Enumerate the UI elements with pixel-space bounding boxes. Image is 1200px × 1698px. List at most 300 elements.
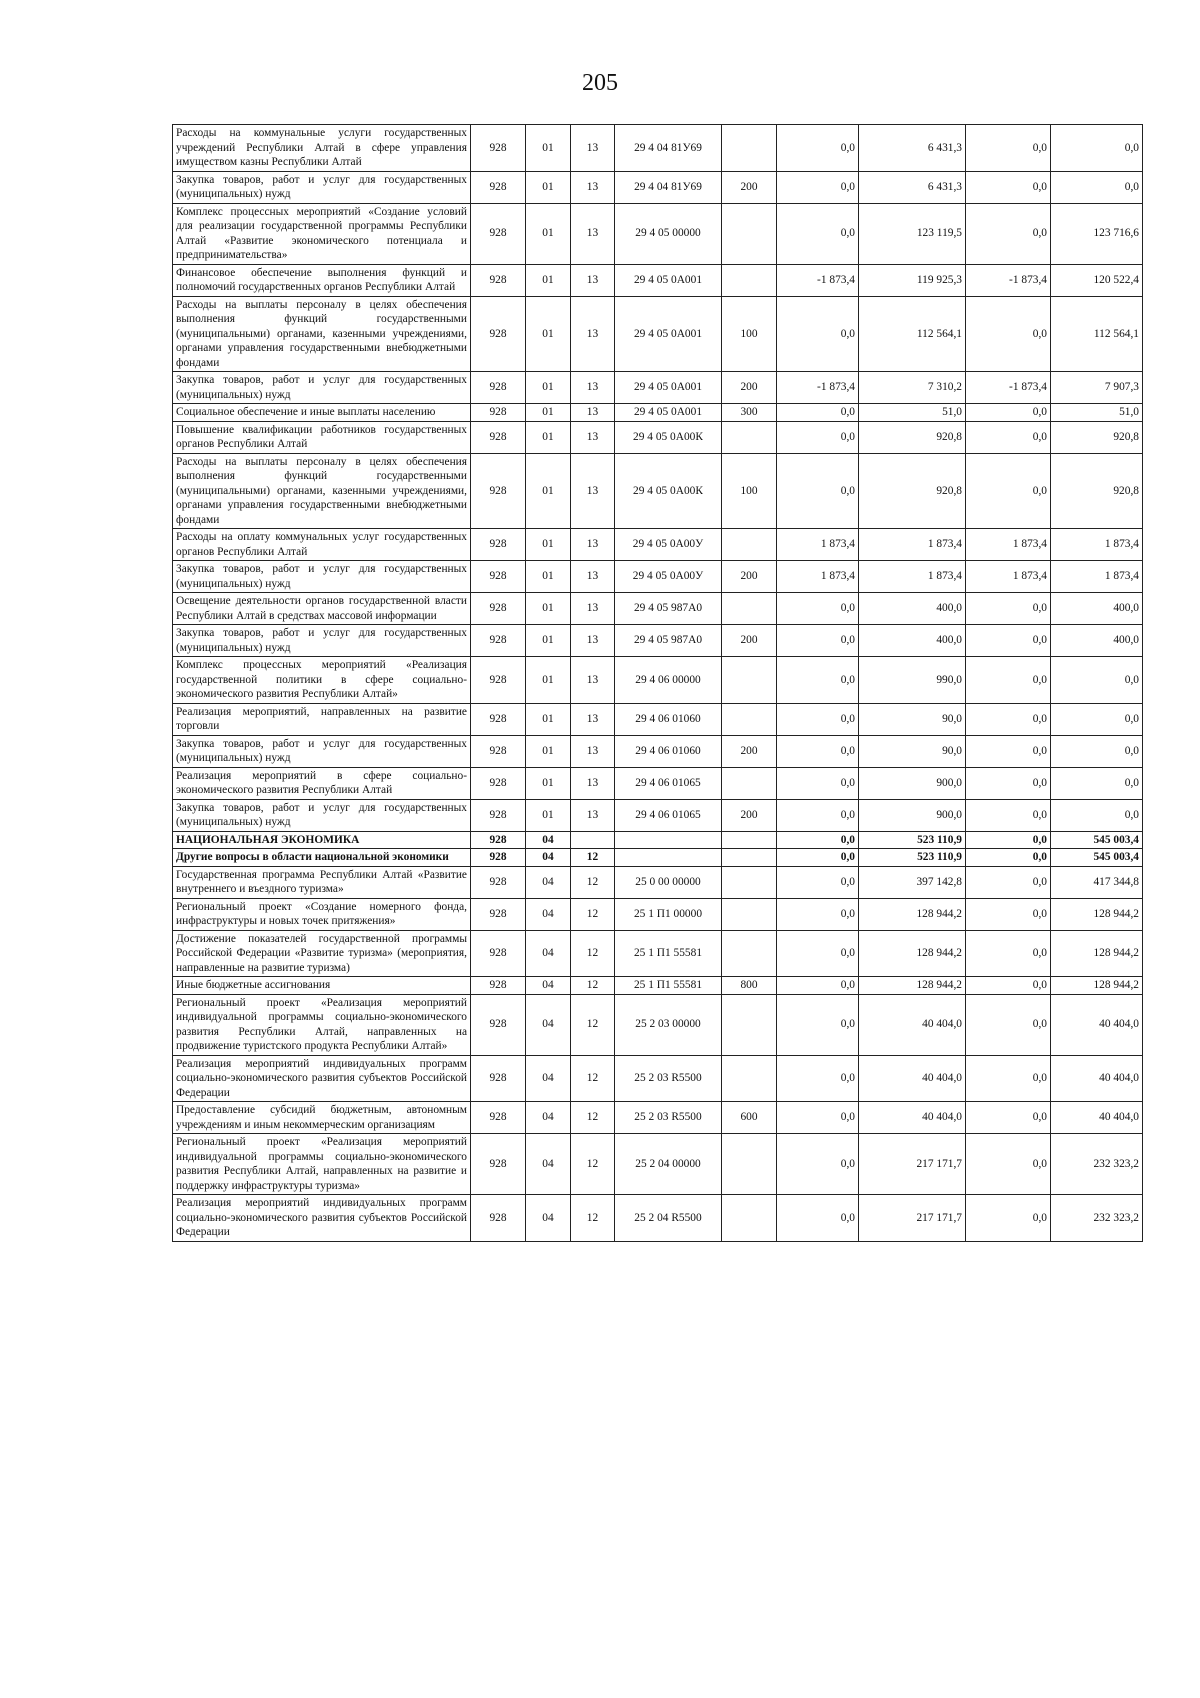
target-article-code: 29 4 04 81У69: [615, 171, 722, 203]
subsection-code: 12: [571, 994, 615, 1055]
amount-1: 217 171,7: [859, 1195, 966, 1242]
target-article-code: 29 4 05 0А00У: [615, 529, 722, 561]
target-article-code: 29 4 05 0А001: [615, 296, 722, 372]
amount-2: 40 404,0: [1051, 994, 1143, 1055]
amount-1: 920,8: [859, 453, 966, 529]
target-article-code: 25 2 04 R5500: [615, 1195, 722, 1242]
expense-type-code: [722, 1055, 777, 1102]
amount-2: 0,0: [1051, 767, 1143, 799]
target-article-code: 29 4 05 0А00К: [615, 453, 722, 529]
amount-change-2: 0,0: [966, 703, 1051, 735]
admin-code: 928: [471, 453, 526, 529]
amount-change-2: 0,0: [966, 898, 1051, 930]
admin-code: 928: [471, 898, 526, 930]
admin-code: 928: [471, 657, 526, 704]
amount-2: 128 944,2: [1051, 898, 1143, 930]
target-article-code: 29 4 06 01065: [615, 799, 722, 831]
admin-code: 928: [471, 1055, 526, 1102]
budget-item-name: Закупка товаров, работ и услуг для государственных (муниципальных) нужд: [173, 561, 471, 593]
budget-item-name: Социальное обеспечение и иные выплаты населению: [173, 404, 471, 422]
amount-1: 90,0: [859, 703, 966, 735]
amount-change-2: 0,0: [966, 421, 1051, 453]
section-code: 04: [526, 1102, 571, 1134]
budget-item-name: Государственная программа Республики Алтай «Развитие внутреннего и въездного туризма»: [173, 866, 471, 898]
amount-change-2: 0,0: [966, 404, 1051, 422]
table-row: [173, 703, 1143, 735]
amount-1: 6 431,3: [859, 171, 966, 203]
subsection-code: 12: [571, 1195, 615, 1242]
section-code: 01: [526, 767, 571, 799]
amount-change-1: 0,0: [777, 203, 859, 264]
section-code: 04: [526, 1134, 571, 1195]
amount-1: 523 110,9: [859, 831, 966, 849]
budget-item-name: Региональный проект «Реализация мероприятий индивидуальной программы социально-экономического развития Республики Алтай, направленных на продвижение туристского продукта Республики Алтай»: [173, 994, 471, 1055]
amount-change-2: 1 873,4: [966, 529, 1051, 561]
admin-code: 928: [471, 1134, 526, 1195]
target-article-code: 25 2 03 00000: [615, 994, 722, 1055]
budget-item-name: Другие вопросы в области национальной экономики: [173, 849, 471, 867]
section-code: 01: [526, 625, 571, 657]
table-row: [173, 372, 1143, 404]
admin-code: 928: [471, 735, 526, 767]
section-code: 01: [526, 657, 571, 704]
amount-2: 40 404,0: [1051, 1102, 1143, 1134]
amount-2: 1 873,4: [1051, 529, 1143, 561]
admin-code: 928: [471, 203, 526, 264]
amount-change-2: 0,0: [966, 735, 1051, 767]
amount-1: 40 404,0: [859, 1102, 966, 1134]
expense-type-code: [722, 930, 777, 977]
admin-code: 928: [471, 421, 526, 453]
amount-2: 920,8: [1051, 421, 1143, 453]
section-code: 01: [526, 125, 571, 172]
admin-code: 928: [471, 625, 526, 657]
budget-item-name: Расходы на коммунальные услуги государственных учреждений Республики Алтай в сфере управления имуществом казны Республики Алтай: [173, 125, 471, 172]
expense-type-code: [722, 703, 777, 735]
amount-change-1: 0,0: [777, 735, 859, 767]
table-row: [173, 264, 1143, 296]
amount-change-1: 0,0: [777, 1055, 859, 1102]
amount-2: 545 003,4: [1051, 849, 1143, 867]
budget-item-name: Закупка товаров, работ и услуг для государственных (муниципальных) нужд: [173, 171, 471, 203]
admin-code: 928: [471, 849, 526, 867]
amount-1: 900,0: [859, 799, 966, 831]
admin-code: 928: [471, 703, 526, 735]
subsection-code: 13: [571, 404, 615, 422]
section-code: 04: [526, 866, 571, 898]
target-article-code: 29 4 04 81У69: [615, 125, 722, 172]
amount-change-2: 0,0: [966, 930, 1051, 977]
amount-2: 417 344,8: [1051, 866, 1143, 898]
amount-2: 1 873,4: [1051, 561, 1143, 593]
table-row: [173, 849, 1143, 867]
subsection-code: 12: [571, 898, 615, 930]
amount-change-1: 0,0: [777, 1195, 859, 1242]
target-article-code: 25 2 03 R5500: [615, 1055, 722, 1102]
expense-type-code: [722, 1134, 777, 1195]
amount-1: 128 944,2: [859, 930, 966, 977]
amount-change-2: 0,0: [966, 831, 1051, 849]
budget-item-name: Региональный проект «Реализация мероприятий индивидуальной программы социально-экономического развития Республики Алтай, направленных на развитие и поддержку инфраструктуры туризма»: [173, 1134, 471, 1195]
amount-change-1: 0,0: [777, 866, 859, 898]
table-row: [173, 866, 1143, 898]
amount-change-2: 0,0: [966, 1134, 1051, 1195]
admin-code: 928: [471, 767, 526, 799]
budget-item-name: Предоставление субсидий бюджетным, автономным учреждениям и иным некоммерческим организациям: [173, 1102, 471, 1134]
expense-type-code: 800: [722, 977, 777, 995]
amount-2: 128 944,2: [1051, 977, 1143, 995]
amount-2: 120 522,4: [1051, 264, 1143, 296]
amount-change-2: 0,0: [966, 1102, 1051, 1134]
budget-table: [172, 124, 1143, 1242]
amount-1: 123 119,5: [859, 203, 966, 264]
expense-type-code: [722, 421, 777, 453]
table-row: [173, 977, 1143, 995]
table-row: [173, 529, 1143, 561]
amount-change-1: 0,0: [777, 703, 859, 735]
amount-change-1: 0,0: [777, 898, 859, 930]
amount-1: 217 171,7: [859, 1134, 966, 1195]
amount-change-2: 0,0: [966, 866, 1051, 898]
amount-1: 990,0: [859, 657, 966, 704]
amount-change-2: 0,0: [966, 767, 1051, 799]
section-code: 04: [526, 994, 571, 1055]
amount-1: 51,0: [859, 404, 966, 422]
amount-1: 128 944,2: [859, 977, 966, 995]
amount-2: 128 944,2: [1051, 930, 1143, 977]
expense-type-code: [722, 529, 777, 561]
table-row: [173, 1134, 1143, 1195]
amount-change-1: 0,0: [777, 421, 859, 453]
amount-1: 119 925,3: [859, 264, 966, 296]
subsection-code: 13: [571, 703, 615, 735]
table-row: [173, 404, 1143, 422]
budget-item-name: Закупка товаров, работ и услуг для государственных (муниципальных) нужд: [173, 799, 471, 831]
table-row: [173, 799, 1143, 831]
target-article-code: 29 4 05 987А0: [615, 625, 722, 657]
budget-item-name: Достижение показателей государственной программы Российской Федерации «Развитие туризма» (мероприятия, направленные на развитие туризма): [173, 930, 471, 977]
target-article-code: 25 2 04 00000: [615, 1134, 722, 1195]
amount-change-1: 0,0: [777, 1134, 859, 1195]
amount-change-1: 0,0: [777, 767, 859, 799]
amount-change-1: 0,0: [777, 593, 859, 625]
target-article-code: 29 4 05 0А001: [615, 372, 722, 404]
amount-change-2: 0,0: [966, 296, 1051, 372]
amount-1: 900,0: [859, 767, 966, 799]
table-row: [173, 657, 1143, 704]
subsection-code: 13: [571, 125, 615, 172]
table-row: [173, 1195, 1143, 1242]
expense-type-code: [722, 767, 777, 799]
amount-change-1: 0,0: [777, 453, 859, 529]
admin-code: 928: [471, 296, 526, 372]
expense-type-code: [722, 831, 777, 849]
target-article-code: 29 4 05 0А001: [615, 264, 722, 296]
expense-type-code: 200: [722, 372, 777, 404]
subsection-code: 13: [571, 203, 615, 264]
admin-code: 928: [471, 125, 526, 172]
amount-change-1: 0,0: [777, 125, 859, 172]
expense-type-code: [722, 125, 777, 172]
expense-type-code: [722, 1195, 777, 1242]
expense-type-code: [722, 866, 777, 898]
section-code: 01: [526, 703, 571, 735]
amount-change-2: 0,0: [966, 657, 1051, 704]
section-code: 01: [526, 203, 571, 264]
amount-change-1: -1 873,4: [777, 372, 859, 404]
expense-type-code: 200: [722, 561, 777, 593]
subsection-code: 13: [571, 264, 615, 296]
admin-code: 928: [471, 404, 526, 422]
table-row: [173, 930, 1143, 977]
expense-type-code: 100: [722, 296, 777, 372]
amount-change-2: 0,0: [966, 799, 1051, 831]
expense-type-code: 200: [722, 735, 777, 767]
expense-type-code: [722, 994, 777, 1055]
subsection-code: 13: [571, 529, 615, 561]
target-article-code: 29 4 05 0А00К: [615, 421, 722, 453]
amount-change-1: 0,0: [777, 625, 859, 657]
subsection-code: 13: [571, 453, 615, 529]
amount-change-1: 0,0: [777, 1102, 859, 1134]
section-code: 01: [526, 404, 571, 422]
subsection-code: 12: [571, 1055, 615, 1102]
budget-item-name: Финансовое обеспечение выполнения функций и полномочий государственных органов Республики Алтай: [173, 264, 471, 296]
section-code: 04: [526, 1195, 571, 1242]
expense-type-code: [722, 264, 777, 296]
amount-change-1: 0,0: [777, 849, 859, 867]
admin-code: 928: [471, 529, 526, 561]
table-row: [173, 203, 1143, 264]
expense-type-code: [722, 898, 777, 930]
section-code: 01: [526, 529, 571, 561]
target-article-code: 25 2 03 R5500: [615, 1102, 722, 1134]
section-code: 01: [526, 296, 571, 372]
amount-2: 7 907,3: [1051, 372, 1143, 404]
amount-2: 123 716,6: [1051, 203, 1143, 264]
target-article-code: 29 4 06 00000: [615, 657, 722, 704]
section-code: 04: [526, 849, 571, 867]
amount-change-1: 1 873,4: [777, 561, 859, 593]
budget-item-name: Реализация мероприятий индивидуальных программ социально-экономического развития субъектов Российской Федерации: [173, 1055, 471, 1102]
section-code: 01: [526, 735, 571, 767]
amount-1: 112 564,1: [859, 296, 966, 372]
amount-change-1: 0,0: [777, 930, 859, 977]
subsection-code: 13: [571, 561, 615, 593]
amount-change-2: 0,0: [966, 203, 1051, 264]
subsection-code: 12: [571, 866, 615, 898]
section-code: 01: [526, 372, 571, 404]
admin-code: 928: [471, 930, 526, 977]
admin-code: 928: [471, 866, 526, 898]
amount-2: 400,0: [1051, 593, 1143, 625]
expense-type-code: [722, 849, 777, 867]
target-article-code: 25 1 П1 55581: [615, 977, 722, 995]
budget-item-name: НАЦИОНАЛЬНАЯ ЭКОНОМИКА: [173, 831, 471, 849]
subsection-code: 12: [571, 977, 615, 995]
budget-item-name: Закупка товаров, работ и услуг для государственных (муниципальных) нужд: [173, 735, 471, 767]
expense-type-code: 200: [722, 171, 777, 203]
table-row: [173, 767, 1143, 799]
target-article-code: 29 4 05 0А00У: [615, 561, 722, 593]
section-code: 01: [526, 421, 571, 453]
amount-change-1: 0,0: [777, 296, 859, 372]
table-row: [173, 421, 1143, 453]
amount-2: 400,0: [1051, 625, 1143, 657]
amount-change-2: 0,0: [966, 977, 1051, 995]
subsection-code: 13: [571, 593, 615, 625]
admin-code: 928: [471, 799, 526, 831]
section-code: 04: [526, 977, 571, 995]
subsection-code: 13: [571, 657, 615, 704]
section-code: 01: [526, 171, 571, 203]
amount-change-2: 0,0: [966, 1055, 1051, 1102]
amount-change-2: 0,0: [966, 994, 1051, 1055]
table-row: [173, 994, 1143, 1055]
amount-1: 7 310,2: [859, 372, 966, 404]
amount-2: 51,0: [1051, 404, 1143, 422]
admin-code: 928: [471, 994, 526, 1055]
subsection-code: 12: [571, 849, 615, 867]
admin-code: 928: [471, 372, 526, 404]
budget-item-name: Освещение деятельности органов государственной власти Республики Алтай в средствах массовой информации: [173, 593, 471, 625]
amount-2: 545 003,4: [1051, 831, 1143, 849]
amount-change-2: 0,0: [966, 453, 1051, 529]
budget-item-name: Повышение квалификации работников государственных органов Республики Алтай: [173, 421, 471, 453]
amount-change-1: 0,0: [777, 994, 859, 1055]
target-article-code: 29 4 06 01060: [615, 703, 722, 735]
section-code: 04: [526, 898, 571, 930]
amount-change-2: 0,0: [966, 849, 1051, 867]
amount-change-1: -1 873,4: [777, 264, 859, 296]
subsection-code: 12: [571, 1102, 615, 1134]
section-code: 04: [526, 1055, 571, 1102]
subsection-code: 13: [571, 735, 615, 767]
target-article-code: 29 4 06 01065: [615, 767, 722, 799]
amount-1: 523 110,9: [859, 849, 966, 867]
target-article-code: 29 4 05 0А001: [615, 404, 722, 422]
amount-2: 0,0: [1051, 171, 1143, 203]
target-article-code: 25 0 00 00000: [615, 866, 722, 898]
section-code: 04: [526, 930, 571, 977]
amount-change-2: 0,0: [966, 125, 1051, 172]
subsection-code: 13: [571, 296, 615, 372]
amount-1: 40 404,0: [859, 994, 966, 1055]
budget-item-name: Расходы на оплату коммунальных услуг государственных органов Республики Алтай: [173, 529, 471, 561]
section-code: 01: [526, 264, 571, 296]
expense-type-code: [722, 593, 777, 625]
table-row: [173, 125, 1143, 172]
budget-item-name: Закупка товаров, работ и услуг для государственных (муниципальных) нужд: [173, 372, 471, 404]
target-article-code: 25 1 П1 00000: [615, 898, 722, 930]
amount-2: 0,0: [1051, 125, 1143, 172]
expense-type-code: [722, 203, 777, 264]
subsection-code: 13: [571, 421, 615, 453]
expense-type-code: 200: [722, 625, 777, 657]
subsection-code: 13: [571, 625, 615, 657]
amount-change-2: 0,0: [966, 1195, 1051, 1242]
subsection-code: 12: [571, 930, 615, 977]
amount-2: 232 323,2: [1051, 1134, 1143, 1195]
table-row: [173, 1102, 1143, 1134]
target-article-code: 29 4 05 00000: [615, 203, 722, 264]
amount-1: 920,8: [859, 421, 966, 453]
budget-item-name: Комплекс процессных мероприятий «Реализация государственной политики в сфере социально-экономического развития Республики Алтай»: [173, 657, 471, 704]
section-code: 01: [526, 453, 571, 529]
section-code: 04: [526, 831, 571, 849]
amount-change-1: 0,0: [777, 831, 859, 849]
amount-2: 920,8: [1051, 453, 1143, 529]
expense-type-code: 300: [722, 404, 777, 422]
amount-change-1: 1 873,4: [777, 529, 859, 561]
subsection-code: 13: [571, 799, 615, 831]
table-row: [173, 831, 1143, 849]
amount-change-2: 1 873,4: [966, 561, 1051, 593]
budget-item-name: Расходы на выплаты персоналу в целях обеспечения выполнения функций государственными (муниципальными) органами, казенными учреждениями, органами управления государственными внебюджетными фондами: [173, 453, 471, 529]
amount-change-1: 0,0: [777, 799, 859, 831]
target-article-code: [615, 849, 722, 867]
admin-code: 928: [471, 593, 526, 625]
amount-change-2: 0,0: [966, 171, 1051, 203]
admin-code: 928: [471, 264, 526, 296]
admin-code: 928: [471, 561, 526, 593]
expense-type-code: 200: [722, 799, 777, 831]
budget-item-name: Реализация мероприятий индивидуальных программ социально-экономического развития субъектов Российской Федерации: [173, 1195, 471, 1242]
amount-2: 0,0: [1051, 735, 1143, 767]
amount-change-2: 0,0: [966, 625, 1051, 657]
table-row: [173, 453, 1143, 529]
budget-item-name: Иные бюджетные ассигнования: [173, 977, 471, 995]
amount-change-1: 0,0: [777, 657, 859, 704]
admin-code: 928: [471, 1195, 526, 1242]
amount-1: 397 142,8: [859, 866, 966, 898]
expense-type-code: [722, 657, 777, 704]
subsection-code: 13: [571, 171, 615, 203]
amount-change-1: 0,0: [777, 977, 859, 995]
amount-1: 40 404,0: [859, 1055, 966, 1102]
target-article-code: 29 4 06 01060: [615, 735, 722, 767]
amount-2: 0,0: [1051, 657, 1143, 704]
budget-item-name: Реализация мероприятий в сфере социально-экономического развития Республики Алтай: [173, 767, 471, 799]
table-row: [173, 625, 1143, 657]
subsection-code: 13: [571, 372, 615, 404]
amount-2: 0,0: [1051, 799, 1143, 831]
table-row: [173, 898, 1143, 930]
amount-1: 6 431,3: [859, 125, 966, 172]
amount-1: 400,0: [859, 625, 966, 657]
target-article-code: 29 4 05 987А0: [615, 593, 722, 625]
amount-1: 1 873,4: [859, 561, 966, 593]
budget-item-name: Комплекс процессных мероприятий «Создание условий для реализации государственной программы Республики Алтай «Развитие экономического потенциала и предпринимательства»: [173, 203, 471, 264]
budget-item-name: Региональный проект «Создание номерного фонда, инфраструктуры и новых точек притяжения»: [173, 898, 471, 930]
table-row: [173, 171, 1143, 203]
subsection-code: 12: [571, 1134, 615, 1195]
expense-type-code: 100: [722, 453, 777, 529]
amount-1: 1 873,4: [859, 529, 966, 561]
amount-2: 232 323,2: [1051, 1195, 1143, 1242]
section-code: 01: [526, 799, 571, 831]
amount-change-1: 0,0: [777, 171, 859, 203]
table-row: [173, 735, 1143, 767]
amount-change-2: -1 873,4: [966, 372, 1051, 404]
budget-item-name: Реализация мероприятий, направленных на развитие торговли: [173, 703, 471, 735]
admin-code: 928: [471, 1102, 526, 1134]
table-row: [173, 593, 1143, 625]
table-row: [173, 296, 1143, 372]
target-article-code: [615, 831, 722, 849]
amount-1: 90,0: [859, 735, 966, 767]
amount-1: 400,0: [859, 593, 966, 625]
